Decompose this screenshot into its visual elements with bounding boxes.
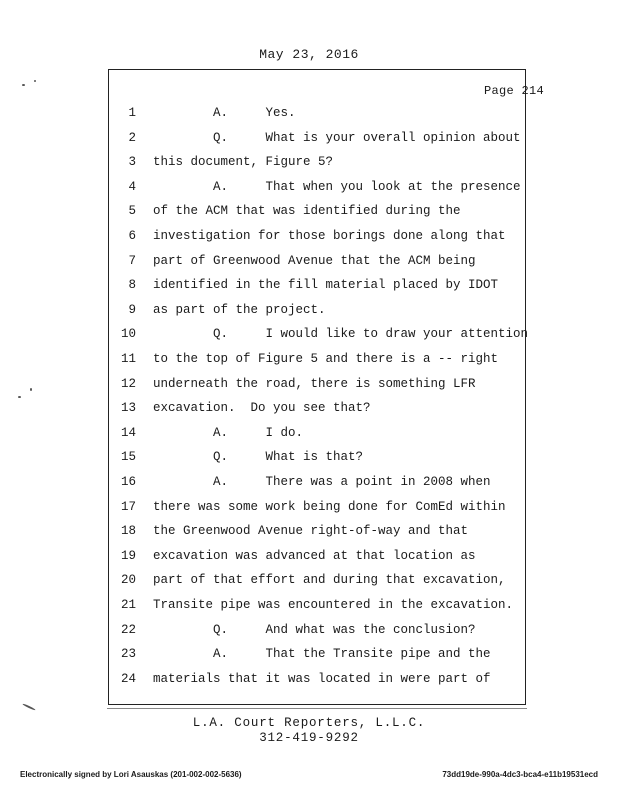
line-text: of the ACM that was identified during the xyxy=(153,204,461,219)
line-number: 7 xyxy=(128,253,136,268)
line-number: 22 xyxy=(120,622,136,637)
line-number: 17 xyxy=(120,499,136,514)
line-number: 5 xyxy=(128,204,136,219)
line-text: to the top of Figure 5 and there is a -- right xyxy=(153,352,499,366)
scan-speck xyxy=(22,84,25,86)
line-number: 18 xyxy=(120,524,136,539)
line-text: excavation was advanced at that location as xyxy=(153,548,476,563)
scan-speck xyxy=(22,703,36,711)
scan-speck xyxy=(18,396,21,398)
line-text: this document, Figure 5? xyxy=(153,155,334,170)
line-number: 14 xyxy=(120,425,136,440)
line-number: 19 xyxy=(120,548,136,563)
line-number: 15 xyxy=(120,450,136,465)
line-text: Transite pipe was encountered in the excavation. xyxy=(153,598,514,612)
line-text: Q. What is that? xyxy=(153,450,364,465)
line-text: A. That the Transite pipe and the xyxy=(153,647,491,662)
line-text: there was some work being done for ComEd within xyxy=(153,499,506,514)
line-text: the Greenwood Avenue right-of-way and that xyxy=(153,524,469,539)
line-number: 3 xyxy=(128,155,136,170)
scan-speck xyxy=(34,80,36,82)
line-number: 1 xyxy=(128,106,136,120)
line-text: identified in the fill material placed by IDOT xyxy=(153,278,499,293)
page-number: Page 214 xyxy=(483,84,544,98)
line-number: 24 xyxy=(120,671,136,686)
line-text: Q. And what was the conclusion? xyxy=(153,622,476,637)
line-text: investigation for those borings done along that xyxy=(153,229,506,243)
line-text: A. That when you look at the presence xyxy=(153,179,521,194)
line-number: 20 xyxy=(120,573,136,588)
line-number: 13 xyxy=(120,401,136,416)
line-text: Q. What is your overall opinion about xyxy=(153,130,521,145)
line-number: 6 xyxy=(128,229,136,243)
line-number: 9 xyxy=(128,302,136,317)
line-text: Q. I would like to draw your attention xyxy=(153,327,529,342)
line-number: 21 xyxy=(120,598,136,612)
line-text: as part of the project. xyxy=(153,302,326,317)
line-number: 10 xyxy=(120,327,136,342)
line-number: 8 xyxy=(128,278,136,293)
line-text: materials that it was located in were part of xyxy=(153,671,491,686)
scan-speck xyxy=(30,388,32,391)
electronic-signature-note: Electronically signed by Lori Asauskas (201-002-002-5636) xyxy=(20,770,242,779)
line-number: 4 xyxy=(128,179,136,194)
line-text: A. Yes. xyxy=(153,106,296,120)
line-number: 2 xyxy=(128,130,136,145)
line-text: A. I do. xyxy=(153,425,304,440)
line-number: 12 xyxy=(120,376,136,391)
line-text: underneath the road, there is something LFR xyxy=(153,376,476,391)
document-hash: 73dd19de-990a-4dc3-bca4-e11b19531ecd xyxy=(442,770,598,779)
line-number: 16 xyxy=(120,475,136,489)
court-reporter-phone: 312-419-9292 xyxy=(259,731,359,745)
line-text: part of Greenwood Avenue that the ACM being xyxy=(153,253,476,268)
line-text: excavation. Do you see that? xyxy=(153,401,371,416)
line-text: A. There was a point in 2008 when xyxy=(153,475,491,489)
line-text: part of that effort and during that excavation, xyxy=(153,573,506,588)
court-reporter-name: L.A. Court Reporters, L.L.C. xyxy=(192,716,426,730)
transcript-date: May 23, 2016 xyxy=(259,47,359,62)
line-number: 11 xyxy=(120,352,136,366)
line-number: 23 xyxy=(120,647,136,662)
